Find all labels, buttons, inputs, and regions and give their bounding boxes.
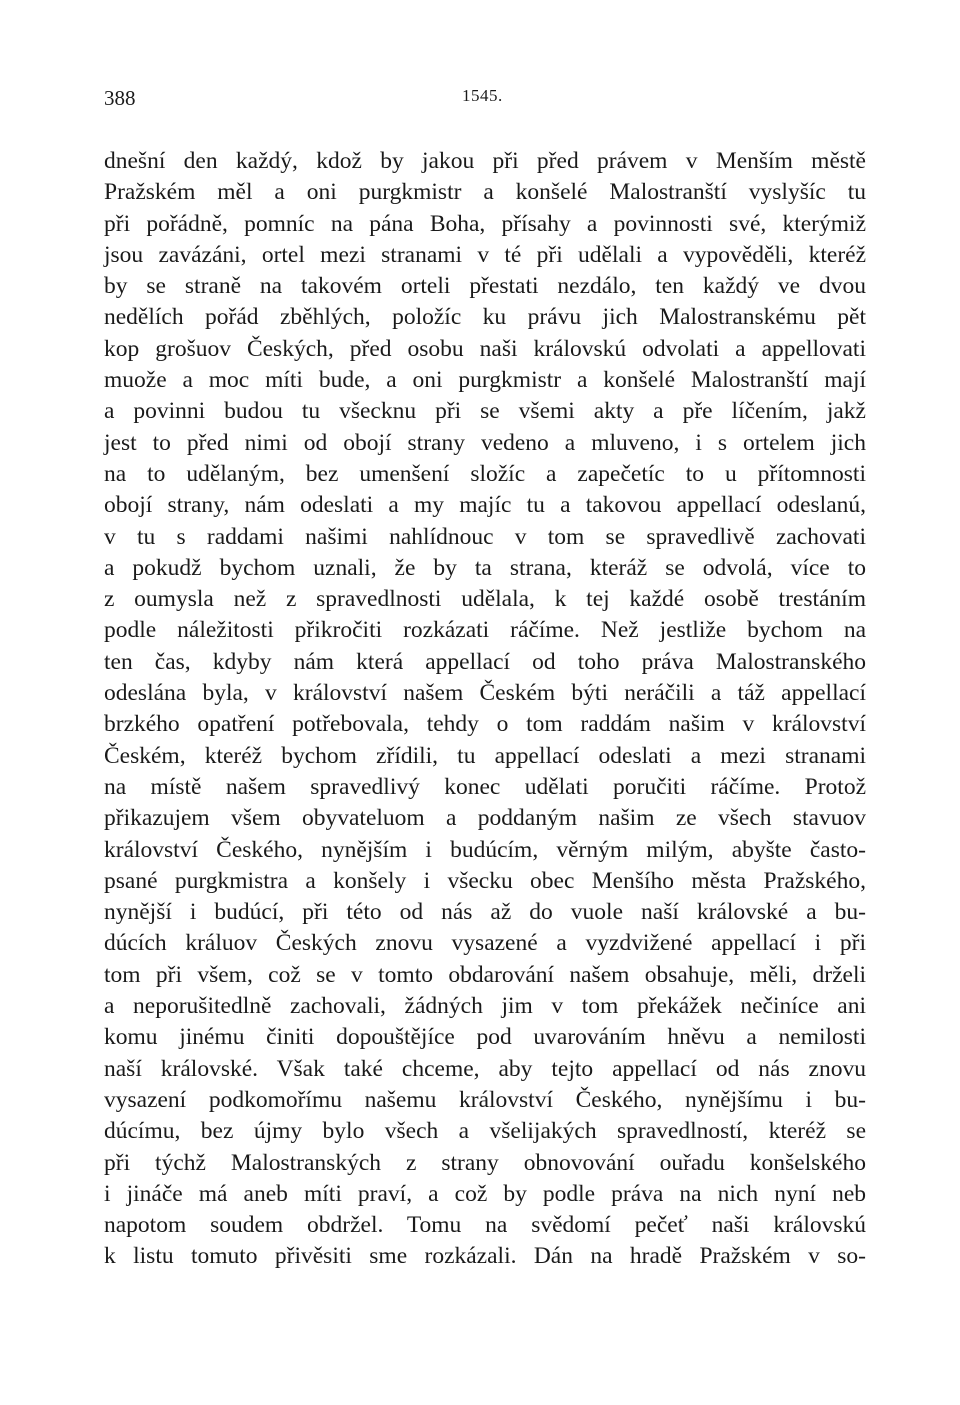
text-line: by se straně na takovém orteli přestati nezdálo, ten každý ve dvou — [104, 273, 866, 300]
text-line: při týchž Malostranských z strany obnovování ouřadu konšelského — [104, 1149, 866, 1176]
text-line: ten čas, kdyby nám která appellací od toho práva Malostranského — [104, 648, 866, 675]
text-line: a neporušitedlně zachovali, žádných jim v tom překážek nečiníce ani — [104, 993, 866, 1020]
text-line: naší královské. Však také chceme, aby tejto appellací od nás znovu — [104, 1055, 866, 1082]
text-line: obojí strany, nám odeslati a my majíc tu a takovou appellací odeslanú, — [104, 492, 866, 519]
text-line: v tu s raddami našimi nahlídnouc v tom se spravedlivě zachovati — [104, 523, 866, 550]
body-text — [104, 146, 866, 1273]
text-line: Pražském měl a oni purgkmistr a konšelé Malostranští vyslyšíc tu — [104, 179, 866, 206]
text-line: tom při všem, což se v tomto obdarování našem obsahuje, měli, drželi — [104, 961, 866, 988]
text-line: kop grošuov Českých, před osobu naši královskú odvolati a appellovati — [104, 335, 866, 362]
text-line: jsou zavázáni, ortel mezi stranami v té při udělali a vypověděli, kteréž — [104, 241, 866, 268]
text-line: nedělích pořád zběhlých, položíc ku právu jich Malostranskému pět — [104, 304, 866, 331]
text-line: psané purgkmistra a konšely i všecku obec Menšího města Pražského, — [104, 867, 866, 894]
text-line: při pořádně, pomníc na pána Boha, přísahy a povinnosti své, kterýmiž — [104, 210, 866, 237]
text-line: odeslána byla, v království našem Českém býti neráčili a táž appellací — [104, 680, 866, 707]
text-line: k listu tomuto přivěsiti sme rozkázali. Dán na hradě Pražském v so- — [104, 1243, 866, 1270]
text-line: a pokudž bychom uznali, že by ta strana, kteráž se odvolá, více to — [104, 554, 866, 581]
text-line: na místě našem spravedlivý konec udělati poručiti ráčíme. Protož — [104, 773, 866, 800]
text-line: dúcímu, bez újmy bylo všech a všelijakých spravedlností, kteréž se — [104, 1118, 866, 1145]
text-line: dúcích králuov Českých znovu vysazené a vyzdvižené appellací i při — [104, 930, 866, 957]
text-line: z oumysla než z spravedlnosti udělala, k tej každé osobě trestáním — [104, 586, 866, 613]
text-line: komu jinému činiti dopouštějíce pod uvarováním hněvu a nemilosti — [104, 1024, 866, 1051]
text-line: dnešní den každý, kdož by jakou při před právem v Menším městě — [104, 148, 866, 174]
text-line: jest to před nimi od obojí strany vedeno a mluveno, i s ortelem jich — [104, 429, 866, 456]
text-line: přikazujem všem obyvateluom a poddaným našim ze všech stavuov — [104, 805, 866, 832]
text-line: království Českého, nynějším i budúcím, věrným milým, abyšte často- — [104, 836, 866, 863]
text-line: nynější i budúcí, při této od nás až do vuole naší královské a bu- — [104, 899, 866, 926]
text-line: vysazení podkomořímu našemu království Českého, nynějšímu i bu- — [104, 1086, 866, 1113]
text-line: napotom soudem obdržel. Tomu na svědomí pečeť naši královskú — [104, 1212, 866, 1239]
text-line: i jináče má aneb míti praví, a což by podle práva na nich nyní neb — [104, 1180, 866, 1207]
page-header — [104, 86, 866, 116]
running-head-year: 1545. — [462, 86, 503, 105]
text-line: na to udělaným, bez umenšení složíc a zapečetíc to u přítomnosti — [104, 460, 866, 487]
text-line: podle náležitosti přikročiti rozkázati ráčíme. Než jestliže bychom na — [104, 617, 866, 644]
text-line: brzkého opatření potřebovala, tehdy o tom raddám našim v království — [104, 711, 866, 738]
page-number: 388 — [104, 86, 136, 110]
text-line: a povinni budou tu všecknu při se všemi akty a pře líčením, jakž — [104, 398, 866, 425]
text-line: muože a moc míti bude, a oni purgkmistr a konšelé Malostranští mají — [104, 367, 866, 394]
text-line: Českém, kteréž bychom zřídili, tu appellací odeslati a mezi stranami — [104, 742, 866, 769]
